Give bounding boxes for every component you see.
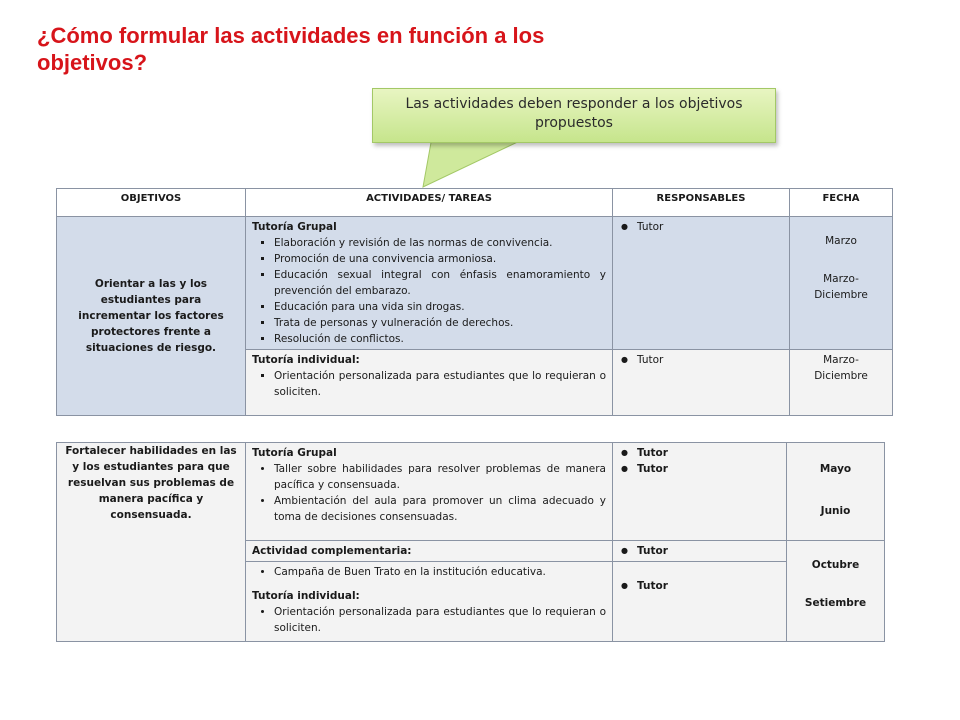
responsible-name: ● Tutor bbox=[637, 543, 780, 559]
date-value: Mayo bbox=[819, 463, 852, 475]
date-value: Octubre bbox=[811, 559, 860, 571]
list-item: ▪ Educación sexual integral con énfasis enamoramiento y prevención del embarazo. bbox=[274, 267, 606, 299]
objective-cell: Orientar a las y los estudiantes para incrementar los factores protectores frente a situaciones de riesgo. bbox=[57, 217, 246, 416]
activities-table-2 bbox=[56, 442, 885, 642]
activities-cell bbox=[246, 217, 613, 350]
callout-tail bbox=[418, 137, 558, 189]
list-item: ▪ Elaboración y revisión de las normas de convivencia. bbox=[274, 235, 606, 251]
list-item: • Taller sobre habilidades para resolver problemas de manera pacífica y consensuada. bbox=[274, 461, 606, 493]
list-item: • Ambientación del aula para promover un clima adecuado y toma de decisiones consensuadas. bbox=[274, 493, 606, 525]
activities-cell bbox=[246, 562, 613, 642]
page-title: ¿Cómo formular las actividades en función a los objetivos? bbox=[37, 23, 545, 75]
date-cell bbox=[790, 350, 893, 416]
table-header-row bbox=[57, 189, 893, 217]
date-value: Marzo- Diciembre bbox=[814, 273, 868, 301]
activities-cell bbox=[246, 443, 613, 541]
responsible-name: ● Tutor bbox=[637, 219, 783, 235]
responsible-cell bbox=[613, 541, 787, 562]
list-item: ▪ Promoción de una convivencia armoniosa. bbox=[274, 251, 606, 267]
table-row bbox=[57, 217, 893, 350]
activities-cell bbox=[246, 350, 613, 416]
header-actividades: ACTIVIDADES/ TAREAS bbox=[246, 189, 613, 217]
responsible-name: ● Tutor bbox=[637, 445, 780, 461]
list-item: • Orientación personalizada para estudiantes que lo requieran o soliciten. bbox=[274, 604, 606, 636]
list-item: • Campaña de Buen Trato en la institución educativa. bbox=[274, 564, 606, 580]
complementary-activity-title: Actividad complementaria: bbox=[246, 541, 613, 562]
responsible-cell bbox=[613, 443, 787, 541]
individual-tutoring-title: Tutoría individual: bbox=[252, 590, 360, 602]
date-value: Marzo bbox=[825, 235, 857, 247]
list-item: ▪ Educación para una vida sin drogas. bbox=[274, 299, 606, 315]
responsible-name: ● Tutor bbox=[637, 352, 783, 368]
speech-callout: Las actividades deben responder a los objetivos propuestos bbox=[372, 88, 776, 143]
responsible-cell bbox=[613, 562, 787, 642]
objective-cell: Fortalecer habilidades en las y los estudiantes para que resuelvan sus problemas de manera pacífica y consensuada. bbox=[57, 443, 246, 642]
individual-tutoring-title: Tutoría individual: bbox=[252, 354, 360, 366]
date-cell bbox=[790, 217, 893, 350]
header-objetivos: OBJETIVOS bbox=[57, 189, 246, 217]
activity-list bbox=[252, 235, 606, 347]
responsible-name: ● Tutor bbox=[637, 578, 780, 594]
responsible-cell bbox=[613, 350, 790, 416]
responsible-cell bbox=[613, 217, 790, 350]
activity-list bbox=[252, 564, 606, 580]
date-cell bbox=[787, 443, 885, 541]
group-tutoring-title: Tutoría Grupal bbox=[252, 221, 337, 233]
activities-table-1 bbox=[56, 188, 893, 416]
header-responsables: RESPONSABLES bbox=[613, 189, 790, 217]
date-value: Junio bbox=[820, 505, 851, 517]
list-item: ▪ Resolución de conflictos. bbox=[274, 331, 606, 347]
header-fecha: FECHA bbox=[790, 189, 893, 217]
group-tutoring-title: Tutoría Grupal bbox=[252, 447, 337, 459]
activity-list bbox=[252, 368, 606, 400]
activity-list bbox=[252, 604, 606, 636]
date-cell bbox=[787, 541, 885, 642]
list-item: ▪ Trata de personas y vulneración de derechos. bbox=[274, 315, 606, 331]
list-item: ▪ Orientación personalizada para estudiantes que lo requieran o soliciten. bbox=[274, 368, 606, 400]
activity-list bbox=[252, 461, 606, 525]
date-value: Marzo- Diciembre bbox=[814, 354, 868, 382]
date-value: Setiembre bbox=[804, 597, 867, 609]
table-row bbox=[57, 443, 885, 541]
responsible-name: ● Tutor bbox=[637, 461, 780, 477]
